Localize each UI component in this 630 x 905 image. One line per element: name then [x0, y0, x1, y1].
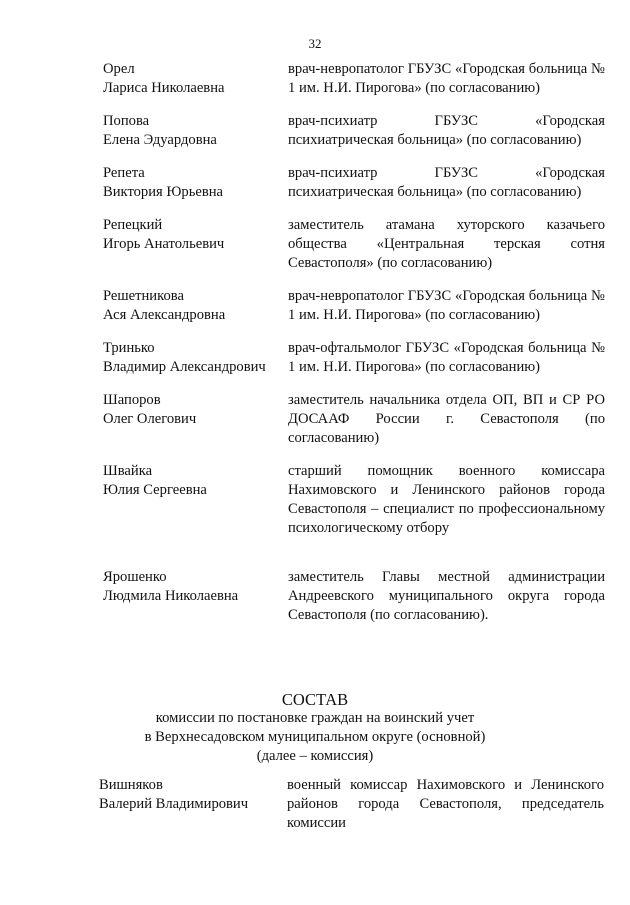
- member-given-name: Владимир Александрович: [103, 359, 266, 375]
- member-surname: Попова: [103, 113, 150, 129]
- member-name: [103, 164, 283, 202]
- section-subtitle-line: комиссии по постановке граждан на воинский учет: [155, 710, 475, 726]
- member-surname: Швайка: [103, 463, 153, 479]
- member-name: [103, 391, 283, 429]
- member-given-name: Ася Александровна: [103, 307, 226, 323]
- member-role: врач-психиатр ГБУЗС «Городская психиатрическая больница» (по согласованию): [288, 165, 605, 200]
- section-subtitle-line: (далее – комиссия): [256, 748, 374, 764]
- section-subtitle-line: в Верхнесадовском муниципальном округе (основной): [144, 729, 486, 745]
- member-surname: Ярошенко: [103, 569, 167, 585]
- member-surname: Вишняков: [99, 777, 163, 793]
- member-name: [103, 462, 283, 500]
- member-surname: Тринько: [103, 340, 155, 356]
- member-given-name: Олег Олегович: [103, 411, 197, 427]
- member-name: [103, 287, 283, 325]
- member-role: старший помощник военного комиссара Нахимовского и Ленинского районов города Севастополя – специалист по профессиональному психологическому отбору: [288, 463, 605, 536]
- member-given-name: Валерий Владимирович: [99, 796, 249, 812]
- member-surname: Орел: [103, 61, 135, 77]
- member-role: врач-невропатолог ГБУЗС «Городская больница № 1 им. Н.И. Пирогова» (по согласованию): [288, 61, 605, 96]
- member-name: [103, 568, 283, 606]
- member-given-name: Елена Эдуардовна: [103, 132, 217, 148]
- page-number: 32: [308, 36, 322, 51]
- section-heading: [0, 690, 630, 766]
- member-name: [103, 60, 283, 98]
- member-given-name: Людмила Николаевна: [103, 588, 239, 604]
- member-name: [103, 216, 283, 254]
- member-role: врач-офтальмолог ГБУЗС «Городская больница № 1 им. Н.И. Пирогова» (по согласованию): [288, 340, 605, 375]
- section-title: СОСТАВ: [281, 690, 349, 709]
- member-role: заместитель начальника отдела ОП, ВП и СР РО ДОСААФ России г. Севастополя (по согласованию): [288, 392, 605, 446]
- member-given-name: Юлия Сергеевна: [103, 482, 207, 498]
- member-surname: Шапоров: [103, 392, 161, 408]
- member-given-name: Игорь Анатольевич: [103, 236, 225, 252]
- member-surname: Репецкий: [103, 217, 163, 233]
- member-given-name: Виктория Юрьевна: [103, 184, 223, 200]
- member-role: военный комиссар Нахимовского и Ленинского районов города Севастополя, председатель комиссии: [287, 777, 604, 831]
- member-surname: Решетникова: [103, 288, 184, 304]
- member-name: [99, 776, 279, 814]
- member-given-name: Лариса Николаевна: [103, 80, 225, 96]
- member-role: заместитель Главы местной администрации Андреевского муниципального округа города Севастополя (по согласованию).: [288, 569, 605, 623]
- member-surname: Репета: [103, 165, 145, 181]
- member-name: [103, 112, 283, 150]
- member-name: [103, 339, 283, 377]
- member-role: врач-невропатолог ГБУЗС «Городская больница № 1 им. Н.И. Пирогова» (по согласованию): [288, 288, 605, 323]
- member-role: врач-психиатр ГБУЗС «Городская психиатрическая больница» (по согласованию): [288, 113, 605, 148]
- member-role: заместитель атамана хуторского казачьего общества «Центральная терская сотня Севастополя» (по согласованию): [288, 217, 605, 271]
